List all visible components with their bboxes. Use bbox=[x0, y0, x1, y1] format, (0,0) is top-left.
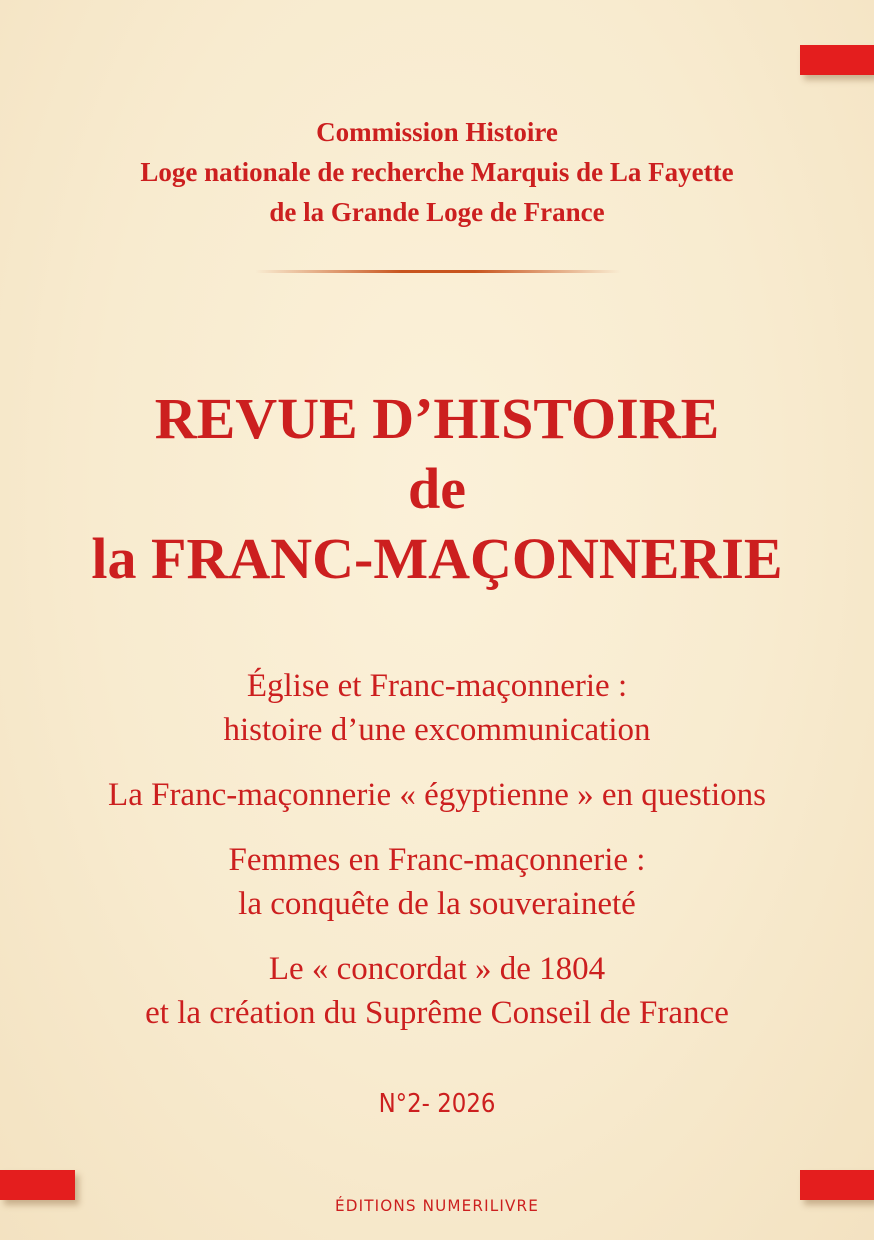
article-line: Église et Franc-maçonnerie : bbox=[246, 668, 628, 704]
red-tab-top-right bbox=[800, 45, 874, 75]
article-line: histoire d’une excommunication bbox=[223, 712, 651, 748]
header-line-commission: Commission Histoire bbox=[316, 117, 558, 147]
cover-header bbox=[0, 112, 874, 232]
header-line-grande-loge: de la Grande Loge de France bbox=[269, 197, 605, 227]
header-divider bbox=[255, 270, 621, 273]
article-line: Femmes en Franc-maçonnerie : bbox=[228, 842, 646, 878]
article-line: la conquête de la souveraineté bbox=[238, 886, 636, 922]
article-item bbox=[0, 947, 874, 1035]
article-list bbox=[0, 664, 874, 1056]
article-item bbox=[0, 838, 874, 926]
cover-title bbox=[0, 384, 874, 594]
title-line-de: de bbox=[408, 456, 466, 521]
article-item bbox=[0, 664, 874, 752]
publisher-name: ÉDITIONS NUMERILIVRE bbox=[335, 1196, 539, 1215]
article-line: Le « concordat » de 1804 bbox=[268, 951, 606, 987]
article-line: et la création du Suprême Conseil de France bbox=[145, 995, 729, 1031]
article-item bbox=[0, 773, 874, 817]
article-line: La Franc-maçonnerie « égyptienne » en questions bbox=[108, 777, 766, 813]
title-line-franc-maconnerie: la FRANC-MAÇONNERIE bbox=[91, 526, 783, 591]
issue-number: N°2- 2026 bbox=[378, 1089, 496, 1119]
title-line-revue: REVUE D’HISTOIRE bbox=[154, 386, 720, 451]
header-line-loge: Loge nationale de recherche Marquis de La Fayette bbox=[140, 157, 734, 187]
